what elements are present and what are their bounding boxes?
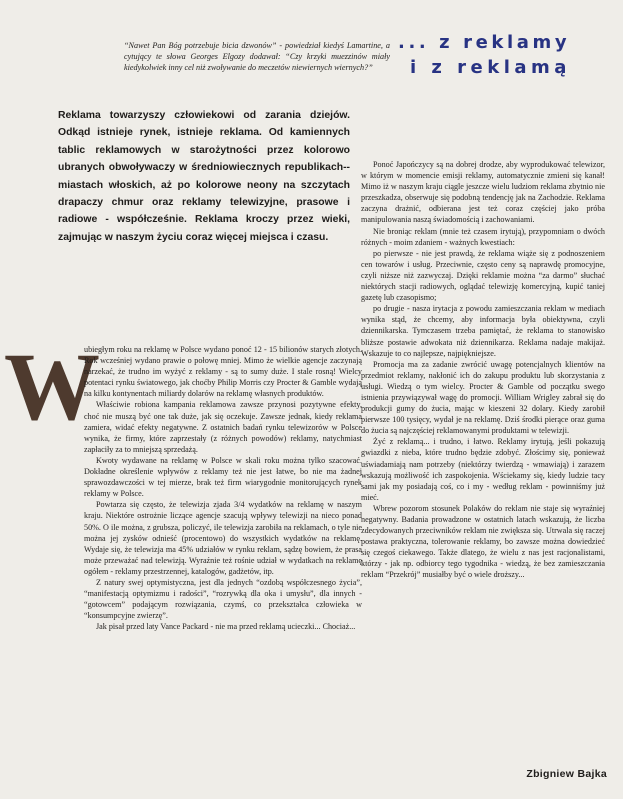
body-paragraph: ubiegłym roku na reklamę w Polsce wydano ponoć 12 - 15 bilionów starych złotych. Rok wcześniej wydano prawie o połowę mniej. Mimo że wielkie agencje zaczynają narzekać, że trudno im wyżyć z reklamy - są to sumy duże. I stale rosną! Wielcy potentaci rynku światowego, jak choćby Philip Morris czy Procter & Gamble wydają na kilku kontynentach miliardy dolarów na reklamę własnych produktów. bbox=[84, 345, 362, 399]
drop-cap: W bbox=[4, 333, 100, 440]
right-column bbox=[361, 159, 605, 581]
body-paragraph: Nie broniąc reklam (mnie też czasem irytują), przypomniam o dwóch różnych - moim zdaniem - ważnych kwestiach: bbox=[361, 226, 605, 247]
author-signature: Zbigniew Bajka bbox=[526, 768, 607, 780]
body-paragraph: Właściwie robiona kampania reklamowa zawsze przynosi pozytywne efekty, choć nie muszą być one tak duże, jak się oczekuje. Zawsze jednak, kiedy reklama zamiera, widać efekty negatywne. Z ostatnich badań rynku telewizorów w Polsce wynika, że firmy, które zaprzestały (z różnych powodów) reklamy, natychmiast zapłaciły za to mniejszą sprzedażą. bbox=[84, 400, 362, 454]
lead-paragraph bbox=[58, 107, 350, 246]
body-paragraph: Powtarza się często, że telewizja zjada 3/4 wydatków na reklamę w naszym kraju. Niektóre ostrożnie liczące agencje szacują wpływy telewizji na nieco ponad 50%. O ile można, z grubsza, policzyć, ile telewizja zarobiła na reklamach, o tyle nie można jej zysków odnieść (procentowo) do wszystkich wydatków na reklamę. Wydaje się, że telewizja ma 45% udziałów w rynku reklam, sądzę bowiem, że prasa może przeważać nad telewizją. Wyraźnie też rośnie udział w wydatkach na reklamę ogółem - reklamy przestrzennej, katalogów, gadżetów, itp. bbox=[84, 500, 362, 576]
body-paragraph: Ponoć Japończycy są na dobrej drodze, aby wyprodukować telewizor, w którym w momencie emisji reklamy, automatycznie zmieni się kanał! Mimo iż w naszym kraju ciągle jeszcze wielu ludziom reklama zbytnio nie przeszkadza, obserwuje się podobną tendencję jak na Zachodzie. Reklama zaczyna drażnić, odbierana jest też coraz częściej jako próba manipulowania naszą świadomością i zachowaniami. bbox=[361, 160, 605, 225]
body-paragraph: Kwoty wydawane na reklamę w Polsce w skali roku można tylko szacować. Dokładne określenie wpływów z reklamy też nie jest łatwe, bo nie ma żadnej sprawozdawczości w tej mierze, brak też firm wiarygodnie monitorujących rynek reklamy w Polsce. bbox=[84, 455, 362, 499]
body-paragraph: Żyć z reklamą... i trudno, i łatwo. Reklamy irytują, jeśli pokazują gwiazdki z nieba, które trudno będzie zdobyć. Złościmy się, ponieważ uświadamiają nam potrzeby (niektórzy twierdzą - wmawiają) i zarazem wskazują możliwość ich zaspokojenia. Wściekamy się, kiedy ludzie tacy sami jak my posiadają coś, co i my - według reklam - powinniśmy już mieć. bbox=[361, 437, 605, 502]
motto-quote bbox=[124, 40, 390, 73]
body-paragraph: po pierwsze - nie jest prawdą, że reklama wiąże się z podnoszeniem cen towarów i usług. Przeciwnie, często ceny są naprawdę promocyjne, czyli niższe niż zazwyczaj. Dzięki reklamie można “za darmo” słuchać niektórych stacji radiowych, oglądać telewizję komercyjną, kupić taniej gazetę lub czasopismo; bbox=[361, 248, 605, 303]
body-paragraph: po drugie - nasza irytacja z powodu zamieszczania reklam w mediach wynika stąd, że chcemy, aby informacja była obiektywna, czyli dziennikarska. Tymczasem trzeba pamiętać, że reklama to stanowisko bliższe postawie adwokata niż dziennikarza. Reklama nadaje makijaż. Wskazuje to co najlepsze, najpiękniejsze. bbox=[361, 304, 605, 358]
motto-text: “Nawet Pan Bóg potrzebuje bicia dzwonów” - powiedział kiedyś Lamartine, a cytujący te słowa Georges Elgozy dodawał: “Czy krzyki muezzinów miały kiedykolwiek inny cel niż zwoływanie do meczetów niewiernych wiernych?” bbox=[124, 41, 390, 72]
lead-text: Reklama towarzyszy człowiekowi od zarania dziejów. Odkąd istnieje rynek, istnieje reklama. Od kamiennych tablic reklamowych w starożytności przez kolorowo ubranych obwoływaczy w średniowiecznych republikach--miastach włoskich, aż po kolorowe neony na szczytach drapaczy chmur oraz reklamy telewizyjne, prasowe i radiowe - współcześnie. Reklama kroczy przez wieki, zajmując w naszym życiu coraz więcej miejsca i czasu. bbox=[58, 110, 350, 243]
body-paragraph: Promocja ma za zadanie zwrócić uwagę potencjalnych klientów na przedmiot reklamy, nakłonić ich do zakupu produktu lub skorzystania z usługi. Wiedzą o tym wielcy. Procter & Gamble od początku swego istnienia przywiązywał wagę do promocji. William Wrigley zabrał się do produkcji gumy do żucia, mając w kieszeni 32 dolary. Kiedy zarobił pierwsze 100 tysięcy, wydał je na reklamę. Dziś środki pierące oraz guma do żucia są najczęściej reklamowanymi produktami w telewizji. bbox=[361, 359, 605, 436]
body-paragraph: Z natury swej optymistyczna, jest dla jednych “ozdobą współczesnego życia”, “manifestacją optymizmu i radości”, “rozrywką dla oka i umysłu”, dla innych - “gotowcem” podającym rozwiązania, czymś, co przekształca człowieka w “konsumpcyjne zwierzę”. bbox=[84, 577, 362, 621]
body-paragraph: Wbrew pozorom stosunek Polaków do reklam nie staje się wyraźniej negatywny. Badania prowadzone w ostatnich latach wskazują, że liczba zdecydowanych przeciwników reklam nie zwiększa się. Utrwala się raczej postawa praktyczna, tolerowanie reklamy, bo zawsze można dowiedzieć się czegoś ciekawego. Także dlatego, że wielu z nas jest racjonalistami, którzy - jak np. odbiorcy tego tygodnika - wiedzą, że bez zamieszczania reklam “Przekrój” musiałby być o wiele droższy... bbox=[361, 503, 605, 580]
article-title bbox=[398, 32, 613, 78]
title-line-2: i z reklamą bbox=[410, 57, 571, 78]
left-column bbox=[84, 344, 362, 632]
body-paragraph: Jak pisał przed laty Vance Packard - nie ma przed reklamą ucieczki... Chociaż... bbox=[96, 622, 356, 632]
title-line-1: ... z reklamy bbox=[398, 32, 571, 53]
